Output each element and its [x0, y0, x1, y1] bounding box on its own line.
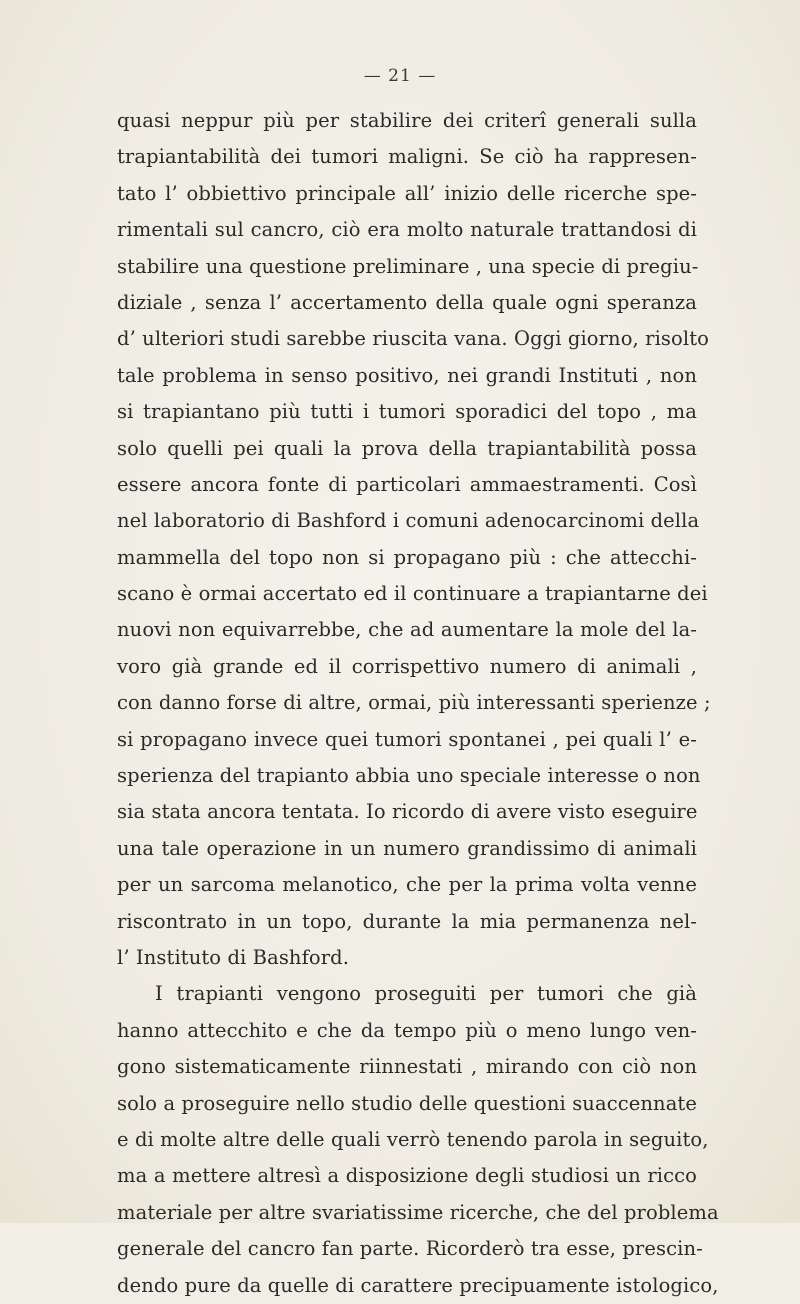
text-line: sia stata ancora tentata. Io ricordo di avere visto eseguire	[117, 800, 698, 824]
text-line: hanno attecchito e che da tempo più o meno lungo ven-	[117, 1018, 697, 1042]
text-line: sperienza del trapianto abbia uno speciale interesse o non	[117, 764, 701, 788]
text-line: diziale , senza l’ accertamento della quale ogni speranza	[117, 290, 697, 314]
text-line: si propagano invece quei tumori spontanei , pei quali l’ e-	[117, 727, 697, 751]
text-line: una tale operazione in un numero grandissimo di animali	[117, 836, 697, 860]
text-line: mammella del topo non si propagano più : che attecchi-	[117, 545, 697, 569]
text-line: essere ancora fonte di particolari ammaestramenti. Così	[117, 472, 697, 496]
text-line: gono sistematicamente riinnestati , mirando con ciò non	[117, 1055, 697, 1079]
text-line: tato l’ obbiettivo principale all’ inizio delle ricerche spe-	[117, 181, 697, 205]
text-line: I trapianti vengono proseguiti per tumori che già	[155, 982, 697, 1006]
text-line: solo a proseguire nello studio delle questioni suaccennate	[117, 1091, 697, 1115]
text-line: con danno forse di altre, ormai, più interessanti sperienze ;	[117, 691, 711, 715]
text-line: nel laboratorio di Bashford i comuni adenocarcinomi della	[117, 509, 700, 533]
text-line: d’ ulteriori studi sarebbe riuscita vana. Oggi giorno, risolto	[117, 327, 709, 351]
text-line: rimentali sul cancro, ciò era molto naturale trattandosi di	[117, 218, 697, 242]
text-line: solo quelli pei quali la prova della trapiantabilità possa	[117, 436, 697, 460]
text-line: scano è ormai accertato ed il continuare a trapiantarne dei	[117, 582, 708, 606]
text-line: per un sarcoma melanotico, che per la prima volta venne	[117, 873, 697, 897]
body-text	[117, 103, 719, 1304]
text-line: e di molte altre delle quali verrò tenendo parola in seguito,	[117, 1127, 709, 1151]
text-line: nuovi non equivarrebbe, che ad aumentare la mole del la-	[117, 618, 697, 642]
text-line: riscontrato in un topo, durante la mia permanenza nel-	[117, 909, 697, 933]
text-line: materiale per altre svariatissime ricerche, che del problema	[117, 1200, 719, 1224]
page-number: — 21 —	[363, 66, 437, 86]
text-line: ma a mettere altresì a disposizione degli studiosi un ricco	[117, 1164, 697, 1188]
text-line: tale problema in senso positivo, nei grandi Instituti , non	[117, 363, 697, 387]
text-line: quasi neppur più per stabilire dei criterî generali sulla	[117, 109, 697, 132]
text-line: stabilire una questione preliminare , una specie di pregiu-	[117, 254, 699, 278]
text-line: l’ Instituto di Bashford.	[117, 945, 350, 969]
text-line: generale del cancro fan parte. Ricorderò tra esse, prescin-	[117, 1237, 703, 1261]
text-line: trapiantabilità dei tumori maligni. Se ciò ha rappresen-	[117, 145, 697, 169]
text-line: voro già grande ed il corrispettivo numero di animali ,	[117, 654, 697, 678]
text-line: si trapiantano più tutti i tumori sporadici del topo , ma	[117, 400, 697, 424]
text-line: dendo pure da quelle di carattere precipuamente istologico,	[117, 1273, 719, 1297]
